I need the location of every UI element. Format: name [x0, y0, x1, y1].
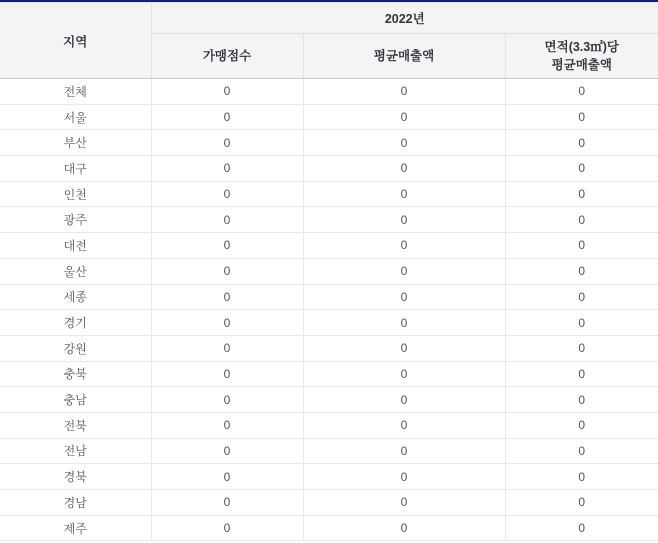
- avg-sales-cell: 0: [303, 438, 505, 464]
- avg-sales-per-area-cell: 0: [505, 207, 658, 233]
- avg-sales-cell: 0: [303, 104, 505, 130]
- region-cell: 인천: [0, 181, 151, 207]
- store-count-cell: 0: [151, 387, 303, 413]
- table-row: [0, 335, 658, 361]
- store-count-cell: 0: [151, 79, 303, 105]
- avg-sales-cell: 0: [303, 258, 505, 284]
- store-count-cell: 0: [151, 438, 303, 464]
- avg-sales-cell: 0: [303, 464, 505, 490]
- region-cell: 서울: [0, 104, 151, 130]
- store-count-cell: 0: [151, 104, 303, 130]
- store-count-cell: 0: [151, 464, 303, 490]
- region-cell: 경북: [0, 464, 151, 490]
- table-row: [0, 515, 658, 541]
- store-count-column-header: 가맹점수: [151, 34, 303, 79]
- region-cell: 충남: [0, 387, 151, 413]
- region-cell: 충북: [0, 361, 151, 387]
- table-row: [0, 464, 658, 490]
- region-cell: 광주: [0, 207, 151, 233]
- table-row: [0, 310, 658, 336]
- avg-sales-per-area-cell: 0: [505, 438, 658, 464]
- store-count-cell: 0: [151, 130, 303, 156]
- avg-sales-cell: 0: [303, 181, 505, 207]
- year-group-header: 2022년: [151, 3, 658, 34]
- avg-sales-per-area-cell: 0: [505, 104, 658, 130]
- avg-sales-per-area-cell: 0: [505, 387, 658, 413]
- avg-sales-cell: 0: [303, 335, 505, 361]
- avg-sales-per-area-cell: 0: [505, 335, 658, 361]
- avg-sales-cell: 0: [303, 310, 505, 336]
- avg-sales-cell: 0: [303, 233, 505, 259]
- table-row: [0, 387, 658, 413]
- avg-sales-per-area-cell: 0: [505, 310, 658, 336]
- table-row: [0, 130, 658, 156]
- avg-sales-per-area-cell: 0: [505, 156, 658, 182]
- region-cell: 대전: [0, 233, 151, 259]
- avg-sales-column-header: 평균매출액: [303, 34, 505, 79]
- table-row: [0, 181, 658, 207]
- region-cell: 대구: [0, 156, 151, 182]
- avg-sales-per-area-cell: 0: [505, 412, 658, 438]
- avg-sales-per-area-cell: 0: [505, 515, 658, 541]
- store-count-cell: 0: [151, 335, 303, 361]
- region-cell: 경기: [0, 310, 151, 336]
- region-cell: 울산: [0, 258, 151, 284]
- table-row: [0, 79, 658, 105]
- region-cell: 부산: [0, 130, 151, 156]
- avg-sales-per-area-cell: 0: [505, 130, 658, 156]
- avg-sales-per-area-cell: 0: [505, 490, 658, 516]
- store-count-cell: 0: [151, 310, 303, 336]
- avg-sales-cell: 0: [303, 79, 505, 105]
- avg-sales-per-area-cell: 0: [505, 361, 658, 387]
- region-cell: 전남: [0, 438, 151, 464]
- store-count-cell: 0: [151, 284, 303, 310]
- avg-sales-cell: 0: [303, 130, 505, 156]
- avg-sales-per-area-cell: 0: [505, 464, 658, 490]
- region-cell: 제주: [0, 515, 151, 541]
- table-row: [0, 233, 658, 259]
- region-cell: 전체: [0, 79, 151, 105]
- region-cell: 강원: [0, 335, 151, 361]
- table-header: [0, 3, 658, 79]
- store-count-cell: 0: [151, 412, 303, 438]
- avg-sales-cell: 0: [303, 156, 505, 182]
- store-count-cell: 0: [151, 233, 303, 259]
- area-header-line2: 평균매출액: [551, 58, 612, 72]
- avg-sales-per-area-cell: 0: [505, 79, 658, 105]
- avg-sales-cell: 0: [303, 490, 505, 516]
- avg-sales-per-area-column-header: [505, 34, 658, 79]
- region-cell: 세종: [0, 284, 151, 310]
- avg-sales-cell: 0: [303, 387, 505, 413]
- table-body: [0, 79, 658, 541]
- avg-sales-per-area-cell: 0: [505, 181, 658, 207]
- table-row: [0, 284, 658, 310]
- region-cell: 전북: [0, 412, 151, 438]
- avg-sales-cell: 0: [303, 361, 505, 387]
- store-count-cell: 0: [151, 207, 303, 233]
- avg-sales-cell: 0: [303, 515, 505, 541]
- region-cell: 경남: [0, 490, 151, 516]
- store-count-cell: 0: [151, 258, 303, 284]
- avg-sales-cell: 0: [303, 207, 505, 233]
- store-count-cell: 0: [151, 361, 303, 387]
- store-count-cell: 0: [151, 181, 303, 207]
- store-count-cell: 0: [151, 490, 303, 516]
- regional-sales-table: [0, 2, 658, 541]
- avg-sales-per-area-cell: 0: [505, 284, 658, 310]
- avg-sales-cell: 0: [303, 412, 505, 438]
- table-row: [0, 490, 658, 516]
- table-row: [0, 412, 658, 438]
- table-row: [0, 156, 658, 182]
- store-count-cell: 0: [151, 156, 303, 182]
- avg-sales-cell: 0: [303, 284, 505, 310]
- table-row: [0, 207, 658, 233]
- table-row: [0, 438, 658, 464]
- table-row: [0, 361, 658, 387]
- region-column-header: 지역: [0, 3, 151, 79]
- area-header-line1: 면적(3.3㎡)당: [544, 39, 619, 54]
- avg-sales-per-area-cell: 0: [505, 233, 658, 259]
- store-count-cell: 0: [151, 515, 303, 541]
- avg-sales-per-area-cell: 0: [505, 258, 658, 284]
- table-row: [0, 258, 658, 284]
- table-row: [0, 104, 658, 130]
